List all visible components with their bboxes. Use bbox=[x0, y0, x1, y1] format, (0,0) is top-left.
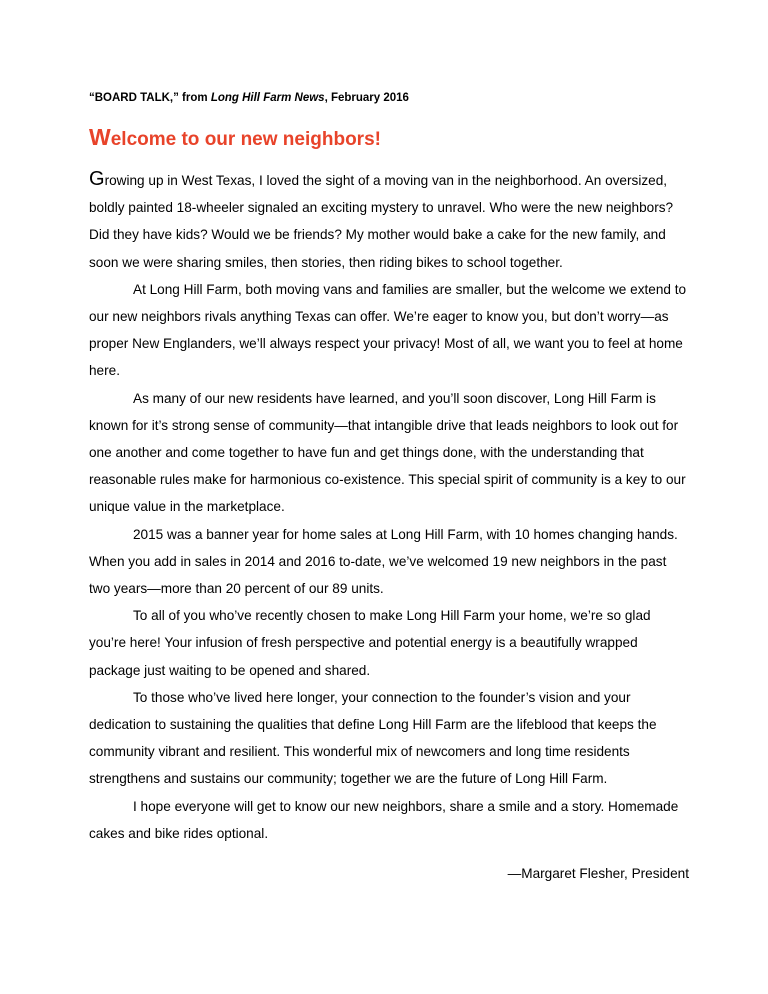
paragraph-2: At Long Hill Farm, both moving vans and families are smaller, but the welcome we extend to our new neighbors rivals anything Texas can offer. We’re eager to know you, but don’t worry—as proper New Englanders, we’ll always respect your privacy! Most of all, we want you to feel at home here. bbox=[89, 281, 687, 379]
paragraph-1-text: rowing up in West Texas, I loved the sight of a moving van in the neighborhood. An oversized, boldly painted 18-wheeler signaled an exciting mystery to unravel. Who were the new neighbors? Did they have kids? Would we be friends? My mother would bake a cake for the new family, and soon we were sharing smiles, then stories, then riding bikes to school together. bbox=[89, 173, 674, 270]
title-rest: elcome to our new neighbors! bbox=[110, 129, 381, 150]
header-date: , February 2016 bbox=[324, 92, 409, 104]
paragraph-7: I hope everyone will get to know our new neighbors, share a smile and a story. Homemade cakes and bike rides optional. bbox=[89, 798, 679, 841]
column-header bbox=[89, 92, 409, 104]
signature: —Margaret Flesher, President bbox=[507, 866, 689, 881]
publication-name: Long Hill Farm News bbox=[210, 92, 325, 104]
paragraph-4: 2015 was a banner year for home sales at Long Hill Farm, with 10 homes changing hands. When you add in sales in 2014 and 2016 to-date, we’ve welcomed 19 new neighbors in the past two years—more than 20 percent of our 89 units. bbox=[89, 526, 678, 597]
title-initial: W bbox=[89, 124, 111, 150]
paragraph-6: To those who’ve lived here longer, your connection to the founder’s vision and your dedication to sustaining the qualities that define Long Hill Farm are the lifeblood that keeps the community vibrant and resilient. This wonderful mix of newcomers and long time residents strengthens and sustains our community; together we are the future of Long Hill Farm. bbox=[89, 689, 657, 787]
article-title bbox=[89, 124, 381, 151]
header-prefix: “BOARD TALK,” from bbox=[89, 92, 211, 104]
paragraph-5: To all of you who’ve recently chosen to make Long Hill Farm your home, we’re so glad you’re here! Your infusion of fresh perspective and potential energy is a beautifully wrapped package just waiting to be opened and shared. bbox=[89, 608, 651, 678]
article-body bbox=[89, 166, 689, 847]
paragraph-3: As many of our new residents have learned, and you’ll soon discover, Long Hill Farm is known for it’s strong sense of community—that intangible drive that leads neighbors to look out for one another and come together to have fun and get things done, with the understanding that reasonable rules make for harmonious co-existence. This special spirit of community is a key to our unique value in the marketplace. bbox=[89, 390, 686, 515]
paragraph-1-initial: G bbox=[89, 168, 105, 190]
paragraph-1 bbox=[89, 166, 689, 276]
